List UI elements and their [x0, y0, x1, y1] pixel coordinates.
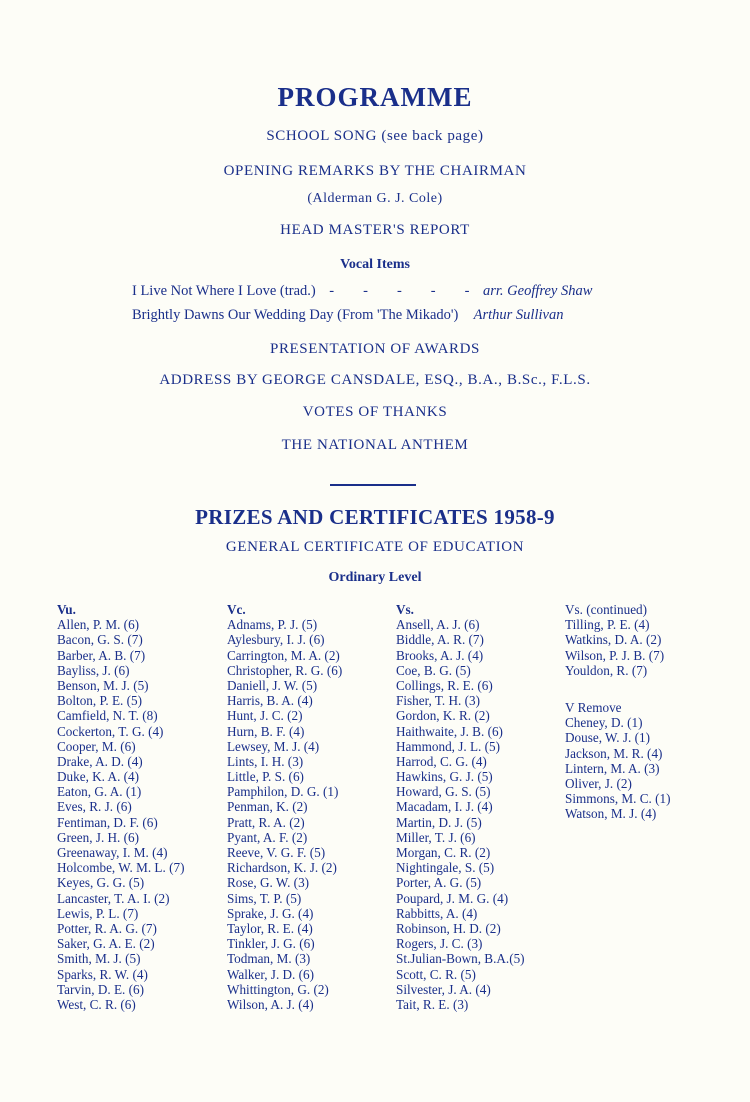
guest-address: ADDRESS BY GEORGE CANSDALE, ESQ., B.A., B.Sc., F.L.S. [159, 372, 591, 388]
student-name: Carrington, M. A. (2) [227, 647, 340, 663]
student-name: Penman, K. (2) [227, 799, 308, 815]
spacer [565, 678, 671, 700]
student-name: Daniell, J. W. (5) [227, 677, 318, 693]
student-name: Martin, D. J. (5) [396, 814, 482, 830]
student-name: Green, J. H. (6) [57, 829, 140, 845]
student-name: Whittington, G. (2) [227, 981, 329, 997]
student-name: Haithwaite, J. B. (6) [396, 723, 503, 739]
student-name: Little, P. S. (6) [227, 769, 304, 785]
student-name: Christopher, R. G. (6) [227, 662, 343, 678]
school-song: SCHOOL SONG (see back page) [266, 128, 484, 144]
head-master-report: HEAD MASTER'S REPORT [280, 222, 470, 238]
student-name: Taylor, R. E. (4) [227, 920, 313, 936]
student-name: Pratt, R. A. (2) [227, 814, 305, 830]
student-name: Youldon, R. (7) [565, 662, 648, 678]
student-name: Hurn, B. F. (4) [227, 723, 305, 739]
student-name: West, C. R. (6) [57, 996, 136, 1012]
student-name: Jackson, M. R. (4) [565, 745, 663, 761]
student-name: Cheney, D. (1) [565, 715, 643, 731]
column-heading: Vc. [227, 602, 246, 617]
student-name: Sims, T. P. (5) [227, 890, 302, 906]
prizes-title: PRIZES AND CERTIFICATES 1958-9 [195, 505, 555, 529]
vocal-item-1 [132, 283, 592, 300]
student-name: Coe, B. G. (5) [396, 662, 471, 678]
student-name: Tinkler, J. G. (6) [227, 936, 315, 952]
student-name: Reeve, V. G. F. (5) [227, 845, 326, 860]
vocal-item-composer: Arthur Sullivan [473, 307, 564, 323]
section-divider [330, 484, 416, 486]
presentation-of-awards: PRESENTATION OF AWARDS [270, 341, 480, 357]
student-name: Harris, B. A. (4) [227, 693, 313, 709]
student-name: Macadam, I. J. (4) [396, 799, 493, 815]
student-name: Duke, K. A. (4) [57, 769, 140, 785]
student-name: Poupard, J. M. G. (4) [396, 890, 509, 906]
student-name: Pyant, A. F. (2) [227, 829, 308, 845]
student-name: Adnams, P. J. (5) [227, 617, 318, 633]
student-name: Aylesbury, I. J. (6) [227, 632, 325, 648]
student-name: Bacon, G. S. (7) [57, 632, 143, 648]
student-name: Richardson, K. J. (2) [227, 860, 337, 876]
student-name: Hammond, J. L. (5) [396, 738, 501, 754]
student-name: Miller, T. J. (6) [396, 829, 476, 845]
votes-of-thanks: VOTES OF THANKS [302, 404, 448, 420]
column-heading: Vu. [57, 602, 76, 617]
student-name: Tarvin, D. E. (6) [57, 981, 144, 997]
student-name: Lints, I. H. (3) [227, 753, 304, 769]
student-name: Cooper, M. (6) [57, 738, 136, 754]
level-heading: Ordinary Level [328, 570, 422, 585]
vocal-item-title: Brightly Dawns Our Wedding Day (From 'The Mikado') [132, 307, 459, 323]
student-name: Todman, M. (3) [227, 951, 311, 967]
student-name: Ansell, A. J. (6) [396, 617, 480, 633]
student-name: Biddle, A. R. (7) [396, 632, 484, 648]
student-name: Fentiman, D. F. (6) [57, 814, 158, 830]
student-name: Hawkins, G. J. (5) [396, 769, 493, 785]
student-name: Silvester, J. A. (4) [396, 981, 491, 997]
student-name: Allen, P. M. (6) [57, 617, 140, 633]
student-name: Scott, C. R. (5) [396, 966, 476, 982]
student-name: Drake, A. D. (4) [57, 753, 143, 769]
student-name: Brooks, A. J. (4) [396, 647, 484, 663]
student-name: Benson, M. J. (5) [57, 677, 149, 693]
student-name: Tait, R. E. (3) [396, 996, 469, 1012]
vocal-items-heading: Vocal Items [340, 257, 410, 272]
student-name: Douse, W. J. (1) [565, 730, 650, 746]
student-name: Potter, R. A. G. (7) [57, 920, 157, 936]
student-name: Wilson, P. J. B. (7) [565, 647, 665, 663]
student-name: Sprake, J. G. (4) [227, 905, 314, 921]
student-name: Rogers, J. C. (3) [396, 936, 483, 952]
student-name: Fisher, T. H. (3) [396, 693, 480, 709]
student-name: Cockerton, T. G. (4) [57, 723, 164, 739]
opening-remarks: OPENING REMARKS BY THE CHAIRMAN [223, 163, 527, 179]
form-column-vs [396, 602, 525, 1012]
student-name: Lewsey, M. J. (4) [227, 738, 320, 754]
student-name: Smith, M. J. (5) [57, 951, 141, 967]
national-anthem: THE NATIONAL ANTHEM [281, 437, 469, 453]
page-title: PROGRAMME [277, 82, 473, 112]
student-name: Barber, A. B. (7) [57, 647, 146, 663]
student-name: Lancaster, T. A. I. (2) [57, 890, 170, 906]
student-name: Keyes, G. G. (5) [57, 875, 145, 891]
student-name: Hunt, J. C. (2) [227, 708, 303, 724]
student-name: Robinson, H. D. (2) [396, 920, 501, 936]
column-heading: V Remove [565, 699, 622, 715]
vocal-item-title: I Live Not Where I Love (trad.) [132, 283, 316, 299]
student-name: Porter, A. G. (5) [396, 875, 482, 891]
student-name: Camfield, N. T. (8) [57, 708, 158, 724]
student-name: Saker, G. A. E. (2) [57, 936, 155, 952]
student-name: Greenaway, I. M. (4) [57, 845, 168, 860]
form-column-vs-continued [565, 602, 671, 821]
vocal-item-2 [132, 307, 563, 324]
student-name: Collings, R. E. (6) [396, 677, 493, 693]
chairman-name: (Alderman G. J. Cole) [307, 191, 443, 206]
column-heading: Vs. (continued) [565, 602, 648, 617]
student-name: Gordon, K. R. (2) [396, 708, 490, 724]
student-name: Watson, M. J. (4) [565, 806, 657, 822]
vocal-item-dashes: - - - - - [329, 283, 470, 299]
student-name: Holcombe, W. M. L. (7) [57, 860, 185, 876]
student-name: Rabbitts, A. (4) [396, 905, 478, 921]
student-name: Eves, R. J. (6) [57, 799, 132, 815]
student-name: Sparks, R. W. (4) [57, 966, 148, 982]
student-name: Bolton, P. E. (5) [57, 693, 142, 709]
student-name: Watkins, D. A. (2) [565, 632, 662, 648]
student-name: Simmons, M. C. (1) [565, 791, 671, 807]
student-name: Wilson, A. J. (4) [227, 996, 314, 1012]
form-column-vc [227, 602, 342, 1012]
student-name: Howard, G. S. (5) [396, 784, 491, 800]
student-name: Tilling, P. E. (4) [565, 617, 650, 633]
student-name: St.Julian-Bown, B.A.(5) [396, 951, 525, 967]
student-name: Nightingale, S. (5) [396, 860, 495, 876]
student-name: Harrod, C. G. (4) [396, 753, 487, 769]
student-name: Morgan, C. R. (2) [396, 845, 491, 860]
prizes-subtitle: GENERAL CERTIFICATE OF EDUCATION [225, 539, 525, 555]
form-column-vu [57, 602, 184, 1012]
column-heading: Vs. [396, 602, 414, 617]
student-name: Pamphilon, D. G. (1) [227, 784, 339, 800]
student-name: Rose, G. W. (3) [227, 875, 310, 891]
vocal-item-composer: arr. Geoffrey Shaw [482, 283, 593, 299]
student-name: Lintern, M. A. (3) [565, 760, 660, 776]
student-name: Oliver, J. (2) [565, 775, 632, 791]
student-name: Lewis, P. L. (7) [57, 905, 139, 921]
student-name: Bayliss, J. (6) [57, 662, 130, 678]
student-name: Eaton, G. A. (1) [57, 784, 142, 800]
student-name: Walker, J. D. (6) [227, 966, 315, 982]
